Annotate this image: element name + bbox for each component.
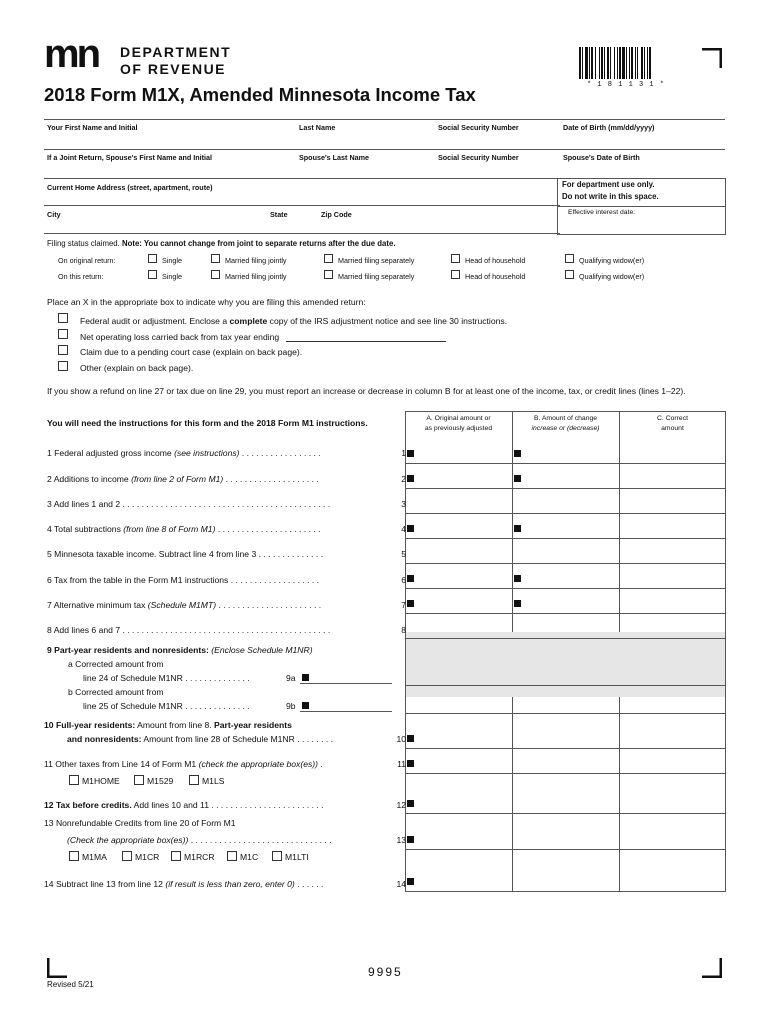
filing-status-intro: Filing status claimed. (47, 239, 120, 248)
reason-court-case-checkbox[interactable] (58, 345, 68, 355)
line-13-label-2: (Check the appropriate box(es)) . . . . . . . . . . . . . . . . . . . . . . . . . . . . . . (67, 835, 332, 845)
l13-opts-label-2: M1RCR (184, 852, 215, 862)
barcode-text: * 1 8 1 1 3 1 * (586, 81, 665, 89)
barcode-bar (579, 47, 581, 79)
grid-row-rule (405, 849, 726, 850)
last-name-label: Last Name (299, 123, 336, 132)
filing-status-original-label-2: Married filing separately (338, 256, 415, 265)
barcode (579, 47, 673, 89)
line-1-label: 1 Federal adjusted gross income (see instructions) . . . . . . . . . . . . . . . . . (47, 448, 321, 458)
filing-status-original-checkbox-2[interactable] (324, 254, 333, 263)
barcode-bar (589, 47, 590, 79)
spouse-dob-label: Spouse's Date of Birth (563, 153, 640, 162)
entry-marker (302, 702, 309, 709)
entry-marker (302, 674, 309, 681)
line-8-label: 8 Add lines 6 and 7 . . . . . . . . . . . . . . . . . . . . . . . . . . . . . . . . . . . . . . . . . . . . (47, 625, 331, 635)
filing-status-original-label-3: Head of household (465, 256, 526, 265)
entry-marker (407, 760, 414, 767)
barcode-bar (641, 47, 643, 79)
address-label: Current Home Address (street, apartment, route) (47, 183, 213, 192)
corner-mark-bottom-left (47, 958, 67, 978)
entry-marker (407, 450, 414, 457)
filing-status-this-label-1: Married filing jointly (225, 272, 287, 281)
filing-status-original-checkbox-0[interactable] (148, 254, 157, 263)
entry-marker (514, 525, 521, 532)
grid-row-rule (405, 463, 726, 464)
grid-row-rule (405, 713, 726, 714)
barcode-bar (637, 47, 638, 79)
grid-row-rule (405, 488, 726, 489)
header-rule-5 (44, 233, 560, 234)
spouse-first-name-label: If a Joint Return, Spouse's First Name and Initial (47, 153, 213, 162)
line-11-label: 11 Other taxes from Line 14 of Form M1 (check the appropriate box(es)) . (44, 759, 323, 769)
l13-opts-checkbox-0[interactable] (69, 851, 79, 861)
state-label: State (270, 210, 288, 219)
l11-opts-label-0: M1HOME (82, 776, 120, 786)
barcode-bar (604, 47, 605, 79)
column-c-header: C. Correct amount (657, 415, 688, 432)
barcode-bar (585, 47, 588, 79)
grid-row-rule (405, 563, 726, 564)
form-title: 2018 Form M1X, Amended Minnesota Income Tax (44, 84, 476, 105)
entry-marker (407, 800, 414, 807)
grid-row-rule (405, 538, 726, 539)
reason-other-checkbox[interactable] (58, 361, 68, 371)
header-rule-2 (44, 149, 725, 150)
mn-logo (44, 32, 244, 78)
amount-grid (405, 445, 726, 891)
effective-interest-date-label: Effective interest date: (568, 209, 636, 216)
filing-status-this-checkbox-4[interactable] (565, 270, 574, 279)
barcode-bar (591, 47, 593, 79)
l13-opts-checkbox-2[interactable] (171, 851, 181, 861)
line-9b-entry[interactable] (300, 711, 392, 712)
reason-nol-checkbox[interactable] (58, 329, 68, 339)
entry-marker (407, 878, 414, 885)
l13-opts-checkbox-4[interactable] (272, 851, 282, 861)
reason-court-case-label: Claim due to a pending court case (explain on back page). (80, 347, 303, 357)
refund-note: If you show a refund on line 27 or tax due on line 29, you must report an increase or decrease in column B for at least one of the income, tax, or credit lines (lines 1–22). (47, 386, 686, 396)
filing-status-original-checkbox-1[interactable] (211, 254, 220, 263)
header-rule-top (44, 119, 725, 120)
entry-marker (514, 600, 521, 607)
entry-marker (407, 575, 414, 582)
logo-line1: DEPARTMENT (120, 44, 232, 60)
line-9b-label-1: b Corrected amount from (68, 687, 164, 697)
shaded-line-9 (406, 632, 725, 697)
reason-federal-audit-checkbox[interactable] (58, 313, 68, 323)
entry-marker (514, 575, 521, 582)
l13-opts-label-0: M1MA (82, 852, 107, 862)
barcode-bar (629, 47, 630, 79)
barcode-bar (595, 47, 596, 79)
column-headers (405, 411, 726, 445)
zip-label: Zip Code (321, 210, 352, 219)
line-5-number: 5 (401, 549, 406, 559)
barcode-bar (631, 47, 633, 79)
barcode-bar (647, 47, 648, 79)
entry-marker (514, 450, 521, 457)
entry-marker (407, 735, 414, 742)
this-return-label: On this return: (58, 272, 104, 281)
l11-opts-label-2: M1LS (202, 776, 225, 786)
filing-status-this-label-3: Head of household (465, 272, 526, 281)
grid-row-rule (405, 588, 726, 589)
line-9a-label-2: line 24 of Schedule M1NR . . . . . . . . . . . . . . (83, 673, 250, 683)
line-4-number: 4 (401, 524, 406, 534)
l11-opts-label-1: M1529 (147, 776, 174, 786)
line-10-number: 10 (396, 734, 406, 744)
l13-opts-label-4: M1LTI (285, 852, 309, 862)
barcode-bar (619, 47, 621, 79)
filing-status-original-label-0: Single (162, 256, 182, 265)
filing-status-this-label-2: Married filing separately (338, 272, 415, 281)
filing-status-original-label-4: Qualifying widow(er) (579, 256, 645, 265)
original-return-label: On original return: (58, 256, 116, 265)
grid-row-rule (405, 513, 726, 514)
corner-mark-bottom-right (702, 958, 722, 978)
line-2-label: 2 Additions to income (from line 2 of Form M1) . . . . . . . . . . . . . . . . . . . . (47, 474, 319, 484)
revised-date: Revised 5/21 (47, 980, 94, 989)
line-9-label: 9 Part-year residents and nonresidents: (Enclose Schedule M1NR) (47, 645, 313, 655)
grid-row-rule (405, 613, 726, 614)
form-code: 9995 (368, 965, 403, 979)
nol-tax-year-input[interactable] (286, 341, 446, 342)
barcode-bar (649, 47, 651, 79)
line-4-label: 4 Total subtractions (from line 8 of Form M1) . . . . . . . . . . . . . . . . . . . . . . (47, 524, 321, 534)
line-3-number: 3 (401, 499, 406, 509)
barcode-bar (610, 47, 611, 79)
l11-opts-checkbox-1[interactable] (134, 775, 144, 785)
spouse-ssn-label: Social Security Number (438, 153, 519, 162)
barcode-bar (607, 47, 609, 79)
reason-federal-audit-label: Federal audit or adjustment. Enclose a complete copy of the IRS adjustment notice and see line 30 instructions. (80, 316, 508, 326)
l13-opts-label-3: M1C (240, 852, 259, 862)
column-b-header: B. Amount of change increase or (decrease) (531, 415, 600, 432)
line-6-label: 6 Tax from the table in the Form M1 instructions . . . . . . . . . . . . . . . . . . . (47, 575, 320, 585)
barcode-bar (617, 47, 618, 79)
dept-use-line2: Do not write in this space. (562, 192, 659, 201)
entry-marker (407, 475, 414, 482)
instructions-note: You will need the instructions for this form and the 2018 Form M1 instructions. (47, 418, 368, 428)
department-use-box (557, 178, 726, 235)
header-rule-4 (44, 205, 560, 206)
line-13-label-1: 13 Nonrefundable Credits from line 20 of Form M1 (44, 818, 236, 828)
line-1-number: 1 (401, 448, 406, 458)
line-11-number: 11 (397, 759, 406, 769)
line-10-label-1: 10 Full-year residents: Amount from line 8. Part-year residents (44, 720, 292, 730)
grid-row-rule (405, 638, 726, 639)
filing-status-this-checkbox-2[interactable] (324, 270, 333, 279)
barcode-bar (626, 47, 627, 79)
barcode-bar (601, 47, 603, 79)
l11-opts-checkbox-2[interactable] (189, 775, 199, 785)
line-9b-number: 9b (286, 701, 296, 711)
reason-other-label: Other (explain on back page). (80, 363, 194, 373)
filing-status-this-checkbox-0[interactable] (148, 270, 157, 279)
barcode-bar (635, 47, 636, 79)
barcode-bar (622, 47, 625, 79)
filing-status-original-checkbox-3[interactable] (451, 254, 460, 263)
line-9b-label-2: line 25 of Schedule M1NR . . . . . . . . . . . . . . (83, 701, 250, 711)
filing-status-this-checkbox-3[interactable] (451, 270, 460, 279)
filing-status-original-label-1: Married filing jointly (225, 256, 287, 265)
line-9a-number: 9a (286, 673, 296, 683)
corner-mark-top-right (702, 48, 722, 68)
l11-opts-checkbox-0[interactable] (69, 775, 79, 785)
column-a-header: A. Original amount or as previously adjusted (424, 415, 493, 432)
line-10-label-2: and nonresidents: Amount from line 28 of Schedule M1NR . . . . . . . . (67, 734, 334, 744)
line-3-label: 3 Add lines 1 and 2 . . . . . . . . . . . . . . . . . . . . . . . . . . . . . . . . . . . . . . . . . . . . (47, 499, 331, 509)
ssn-label: Social Security Number (438, 123, 519, 132)
filing-status-this-label-0: Single (162, 272, 182, 281)
l13-opts-checkbox-3[interactable] (227, 851, 237, 861)
first-name-label: Your First Name and Initial (47, 123, 138, 132)
city-label: City (47, 210, 61, 219)
grid-row-rule (405, 685, 726, 686)
line-2-number: 2 (401, 474, 406, 484)
dob-label: Date of Birth (mm/dd/yyyy) (563, 123, 655, 132)
barcode-bar (614, 47, 615, 79)
barcode-bar (644, 47, 645, 79)
l13-opts-checkbox-1[interactable] (122, 851, 132, 861)
mn-logo-mark: mn (44, 32, 98, 76)
grid-row-rule (405, 748, 726, 749)
grid-row-rule (405, 813, 726, 814)
line-14-label: 14 Subtract line 13 from line 12 (if result is less than zero, enter 0) . . . . . . (44, 879, 324, 889)
filing-status-note: Note: You cannot change from joint to separate returns after the due date. (121, 239, 396, 248)
barcode-bar (599, 47, 600, 79)
line-13-number: 13 (396, 835, 406, 845)
reason-nol-label: Net operating loss carried back from tax year ending (80, 332, 280, 342)
filing-status-this-label-4: Qualifying widow(er) (579, 272, 645, 281)
grid-row-rule (405, 773, 726, 774)
line-7-label: 7 Alternative minimum tax (Schedule M1MT) . . . . . . . . . . . . . . . . . . . . . . (47, 600, 322, 610)
filing-status-this-checkbox-1[interactable] (211, 270, 220, 279)
grid-row-rule (405, 891, 726, 892)
line-7-number: 7 (401, 600, 406, 610)
entry-marker (407, 600, 414, 607)
line-9a-entry[interactable] (300, 683, 392, 684)
spouse-last-name-label: Spouse's Last Name (299, 153, 370, 162)
line-8-number: 8 (401, 625, 406, 635)
line-14-number: 14 (396, 879, 406, 889)
entry-marker (514, 475, 521, 482)
filing-status-heading (47, 239, 396, 248)
barcode-bars (579, 47, 673, 79)
entry-marker (407, 836, 414, 843)
dept-use-line1: For department use only. (562, 180, 655, 189)
l13-opts-label-1: M1CR (135, 852, 160, 862)
line-12-label: 12 Tax before credits. Add lines 10 and 11 . . . . . . . . . . . . . . . . . . . . . . . . (44, 800, 324, 810)
reason-intro: Place an X in the appropriate box to indicate why you are filing this amended return: (47, 297, 366, 307)
line-12-number: 12 (396, 800, 406, 810)
line-6-number: 6 (401, 575, 406, 585)
filing-status-original-checkbox-4[interactable] (565, 254, 574, 263)
entry-marker (407, 525, 414, 532)
barcode-bar (582, 47, 583, 79)
line-9a-label-1: a Corrected amount from (68, 659, 164, 669)
logo-line2: OF REVENUE (120, 61, 227, 77)
line-5-label: 5 Minnesota taxable income. Subtract line 4 from line 3 . . . . . . . . . . . . . . (47, 549, 324, 559)
